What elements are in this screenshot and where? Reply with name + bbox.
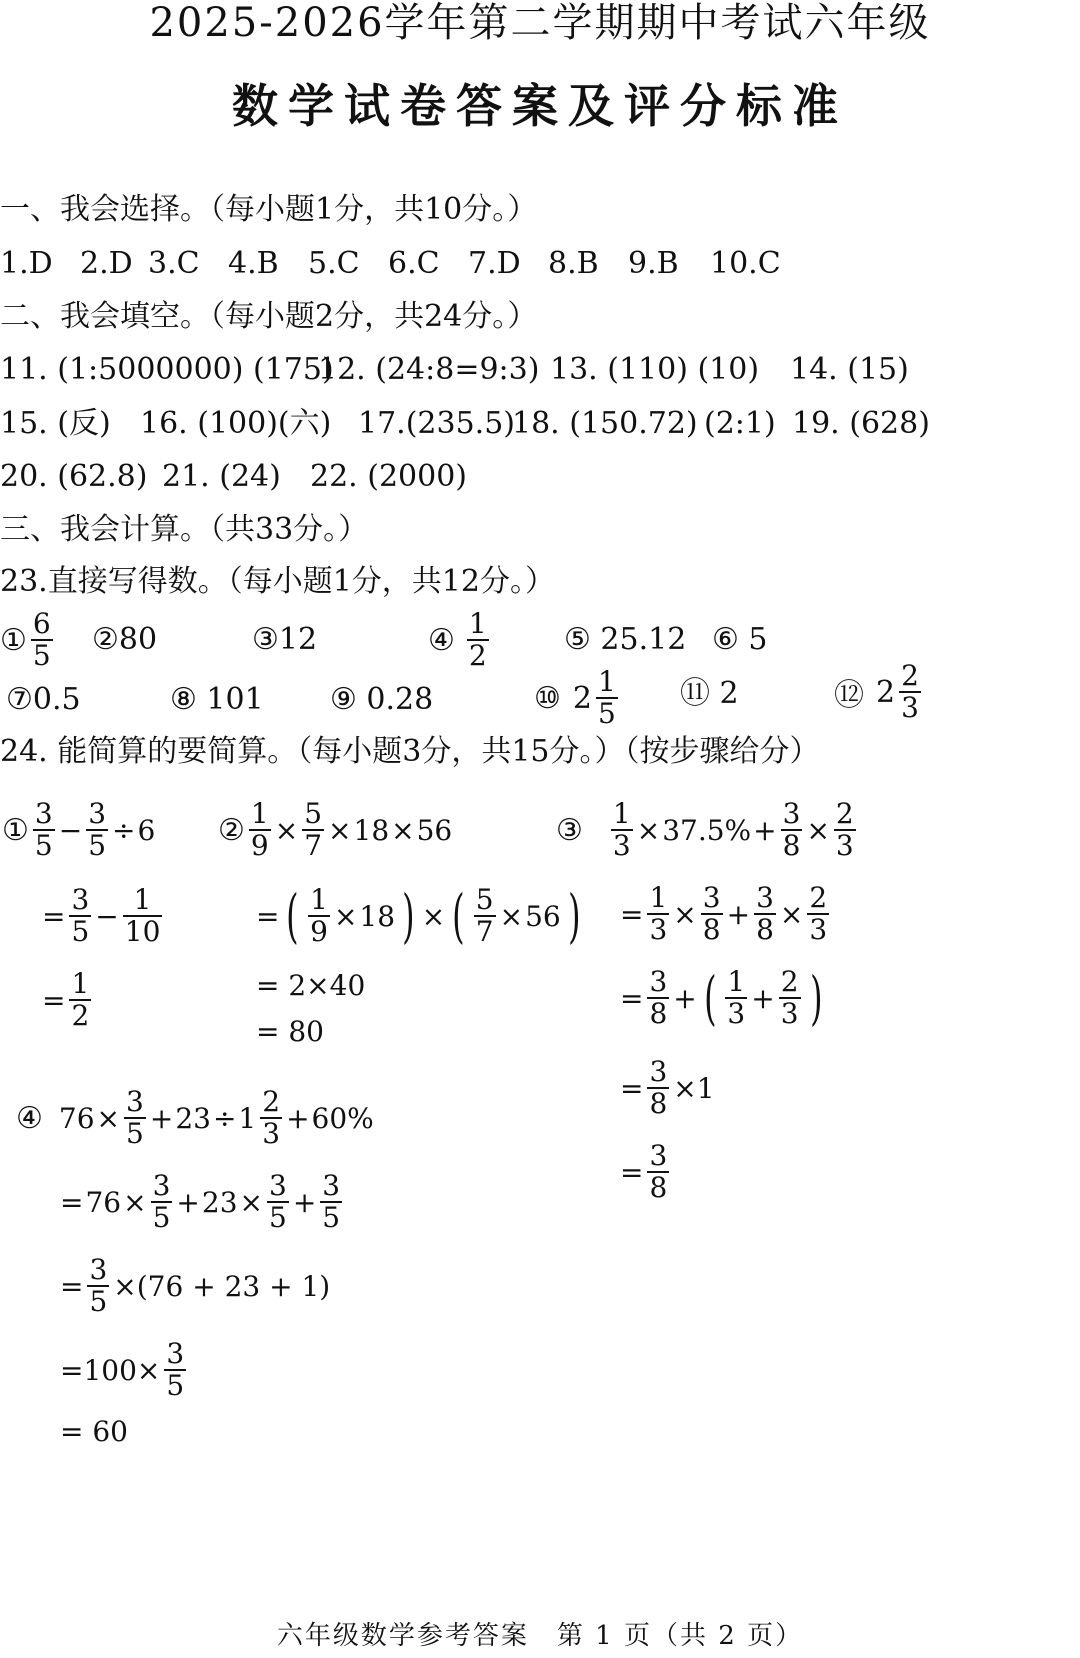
q23-answer-9: ⑨ 0.28: [330, 682, 434, 717]
item-label: ⑫: [834, 678, 864, 713]
answer-item: 21. (24): [162, 459, 281, 494]
section3-heading: 三、我会计算。（共33分。）: [0, 512, 369, 547]
q24-problem-4-step1: = 76 × $\frac{3}{5}$ + 23 × $\frac{3}{5}$ + $\frac{3}{5}$: [60, 1169, 341, 1234]
q24-problem-3-step3: = $\frac{3}{8}$ ×1: [620, 1055, 715, 1120]
q23-answer-1: [0, 600, 55, 680]
q24-problem-4-step2: = $\frac{3}{5}$ ×(76 + 23 + 1): [60, 1253, 331, 1318]
answer-item: 15. (反): [0, 406, 111, 441]
q23-answer-2: ②80: [92, 622, 158, 657]
answer-item: (2:1): [704, 406, 776, 441]
section2-heading: 二、我会填空。（每小题2分，共24分。）: [0, 299, 538, 334]
q24-problem-3-expr: ③ $\frac{1}{3}$ × 37.5% + $\frac{3}{8}$ × $\frac{2}{3}$: [556, 797, 854, 862]
q23-answer-6: ⑥ 5: [712, 622, 768, 657]
answer-item: 1.D: [0, 246, 53, 281]
answer-item: 11. (1:5000000) (175): [0, 352, 334, 387]
q24-problem-4-result: = 60: [60, 1415, 128, 1448]
item-label: ④: [428, 622, 455, 658]
q23-answer-8: ⑧ 101: [170, 682, 264, 717]
item-label: ⑩: [534, 680, 561, 716]
q24-problem-3-result: = $\frac{3}{8}$: [620, 1139, 668, 1204]
answer-item: 19. (628): [792, 406, 930, 441]
answer-item: 14. (15): [790, 352, 909, 387]
answer-item: 13. (110) (10): [550, 352, 760, 387]
fraction: $\frac{1}{2}$: [468, 607, 487, 672]
q23-heading: 23.直接写得数。（每小题1分，共12分。）: [0, 564, 555, 599]
q24-problem-1-step1: = $\frac{3}{5}$ − $\frac{1}{10}$: [42, 883, 161, 948]
answer-item: 10.C: [710, 246, 781, 281]
q24-problem-1-expr: ① $\frac{3}{5}$ − $\frac{3}{5}$ ÷ 6: [2, 797, 156, 862]
q23-answer-11: ⑪ 2: [680, 676, 739, 711]
fraction: $\frac{2}{3}$: [901, 659, 919, 724]
q23-answer-7: ⑦0.5: [6, 682, 81, 717]
exam-title: 2025-2026学年第二学期期中考试六年级: [149, 0, 931, 46]
q24-problem-1-result: = $\frac{1}{2}$: [42, 967, 90, 1032]
answer-item: 18. (150.72): [512, 406, 698, 441]
answer-item: 20. (62.8): [0, 459, 148, 494]
answer-key-subtitle: 数学试卷答案及评分标准: [232, 79, 848, 133]
q23-answer-5: ⑤ 25.12: [564, 622, 687, 657]
fraction: $\frac{6}{5}$: [32, 607, 51, 672]
q24-heading: 24. 能简算的要简算。（每小题3分，共15分。）（按步骤给分）: [0, 734, 820, 769]
answer-item: 9.B: [628, 246, 679, 281]
answer-item: 7.D: [468, 246, 521, 281]
q24-problem-3-step2: = $\frac{3}{8}$ + ( $\frac{1}{3}$ + $\frac{2}{3}$ ): [620, 964, 823, 1032]
q24-problem-4-step3: =100× $\frac{3}{5}$: [60, 1337, 185, 1402]
answer-item: 16. (100)(六): [140, 406, 332, 441]
q24-problem-3-step1: = $\frac{1}{3}$ × $\frac{3}{8}$ + $\frac{3}{8}$ × $\frac{2}{3}$: [620, 881, 828, 946]
q23-answer-10: ⑩ 2 $\frac{1}{5}$: [534, 665, 616, 730]
q23-answer-12: ⑫ 2 $\frac{2}{3}$: [834, 659, 919, 724]
q24-problem-2-result: = 80: [256, 1015, 324, 1048]
section1-heading: 一、我会选择。（每小题1分，共10分。）: [0, 192, 538, 227]
answer-item: 2.D: [80, 246, 133, 281]
page-footer: 六年级数学参考答案 第 1 页（共 2 页）: [276, 1621, 804, 1651]
answer-item: 4.B: [228, 246, 279, 281]
fraction: $\frac{1}{5}$: [598, 665, 616, 730]
q24-problem-4-expr: ④ 76 × $\frac{3}{5}$ + 23 ÷ 1 $\frac{2}{3}$ + 60%: [16, 1085, 374, 1150]
q24-problem-2-expr: ② $\frac{1}{9}$ × $\frac{5}{7}$ × 18 × 56: [218, 797, 453, 862]
item-label: ①: [0, 622, 27, 658]
answer-item: 12. (24:8=9:3): [318, 352, 540, 387]
answer-item: 22. (2000): [310, 459, 468, 494]
answer-item: 5.C: [308, 246, 360, 281]
answer-item: 8.B: [548, 246, 599, 281]
q23-answer-4: [428, 600, 491, 680]
answer-item: 6.C: [388, 246, 440, 281]
q23-answer-3: ③12: [252, 622, 318, 657]
q24-problem-2-step1: = ( $\frac{1}{9}$ × 18 ) × ( $\frac{5}{7}$ × 56 ): [256, 882, 581, 950]
answer-item: 17.(235.5): [358, 406, 516, 441]
answer-item: 3.C: [148, 246, 200, 281]
q24-problem-2-step2: = 2×40: [256, 969, 366, 1002]
